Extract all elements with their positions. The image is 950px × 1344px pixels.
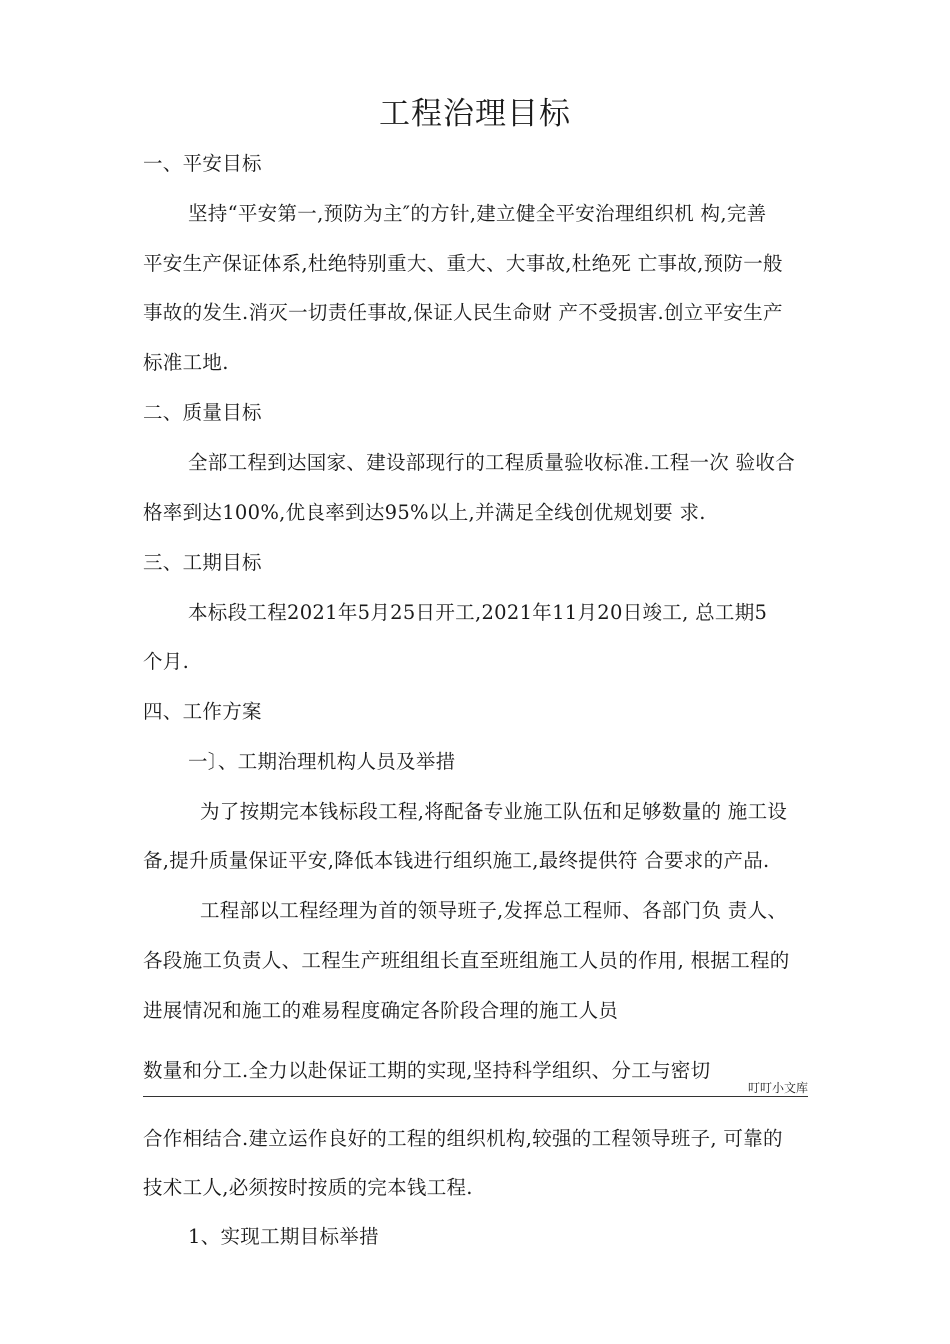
section-heading-work-plan: 四、工作方案 xyxy=(143,700,262,723)
subsection-heading: 一〕、工期治理机构人员及举措 xyxy=(188,750,456,773)
paragraph-line: 全部工程到达国家、建设部现行的工程质量验收标准.工程一次 验收合 xyxy=(188,451,795,474)
document-title: 工程治理目标 xyxy=(379,96,571,132)
paragraph-line: 进展情况和施工的难易程度确定各阶段合理的施工人员 xyxy=(143,999,619,1022)
paragraph-line: 各段施工负责人、工程生产班组组长直至班组施工人员的作用, 根据工程的 xyxy=(143,949,790,972)
section-heading-schedule: 三、工期目标 xyxy=(143,551,262,574)
paragraph-line: 备,提升质量保证平安,降低本钱进行组织施工,最终提供符 合要求的产品. xyxy=(143,849,770,872)
page-divider xyxy=(143,1096,808,1097)
paragraph-line: 标准工地. xyxy=(143,351,229,374)
paragraph-line: 合作相结合.建立运作良好的工程的组织机构,较强的工程领导班子, 可靠的 xyxy=(143,1127,783,1150)
footer-watermark: 叮叮小文库 xyxy=(747,1081,808,1095)
paragraph-line: 为了按期完本钱标段工程,将配备专业施工队伍和足够数量的 施工设 xyxy=(200,800,788,823)
subsection-heading: 1、实现工期目标举措 xyxy=(188,1225,379,1248)
paragraph-line: 工程部以工程经理为首的领导班子,发挥总工程师、各部门负 责人、 xyxy=(200,899,788,922)
paragraph-line: 平安生产保证体系,杜绝特别重大、重大、大事故,杜绝死 亡事故,预防一般 xyxy=(143,252,783,275)
paragraph-line: 技术工人,必须按时按质的完本钱工程. xyxy=(143,1176,473,1199)
paragraph-line: 事故的发生.消灭一切责任事故,保证人民生命财 产不受损害.创立平安生产 xyxy=(143,301,783,324)
section-heading-safety: 一、平安目标 xyxy=(143,152,262,175)
paragraph-line: 数量和分工.全力以赴保证工期的实现,坚持科学组织、分工与密切 xyxy=(143,1059,711,1082)
paragraph-line: 本标段工程2021年5月25日开工,2021年11月20日竣工, 总工期5 xyxy=(188,601,768,624)
paragraph-line: 个月. xyxy=(143,650,190,673)
paragraph-line: 格率到达100%,优良率到达95%以上,并满足全线创优规划要 求. xyxy=(143,501,706,524)
paragraph-line: 坚持“平安第一,预防为主″的方针,建立健全平安治理组织机 构,完善 xyxy=(188,202,767,225)
section-heading-quality: 二、质量目标 xyxy=(143,401,262,424)
